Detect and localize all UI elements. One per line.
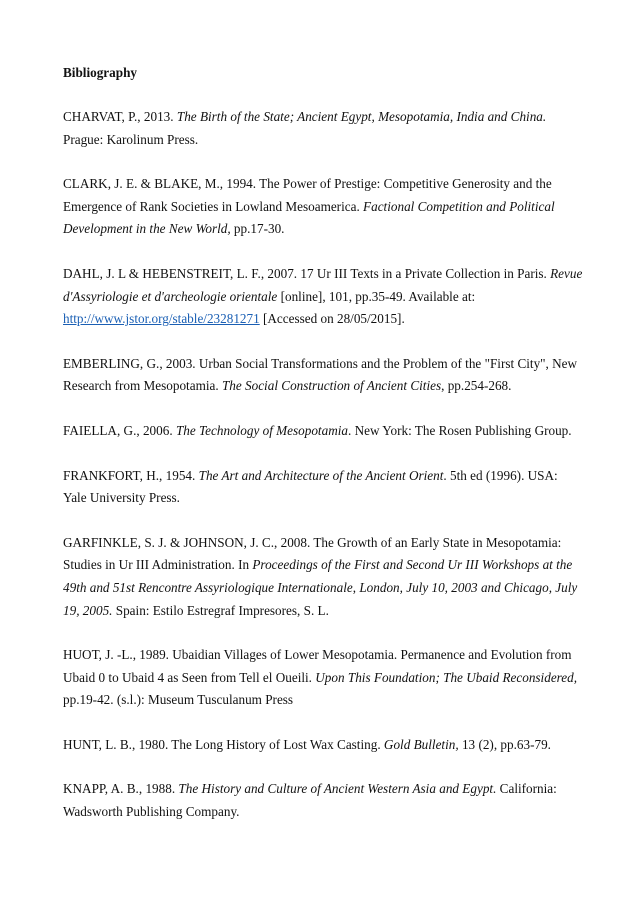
entry-title-italic: The Birth of the State; Ancient Egypt, Mesopotamia, India and China. — [176, 109, 547, 124]
entry-text: 13 (2), pp.63-79. — [458, 736, 551, 752]
entry-text: pp.19-42. (s.l.): Museum Tusculanum Press — [63, 692, 294, 708]
bibliography-entry — [63, 532, 583, 622]
entry-text: . New York: The Rosen Publishing Group. — [347, 422, 572, 438]
entry-title-italic: The History and Culture of Ancient Western Asia and Egypt. — [178, 781, 497, 797]
bibliography-entry — [63, 353, 583, 398]
bibliography-entry — [63, 465, 583, 510]
entry-text: , pp.254-268. — [441, 378, 512, 394]
entry-text: FRANKFORT, H., 1954. — [63, 467, 199, 483]
bibliography-entry — [63, 106, 583, 151]
entry-title-italic: London, July 10, 2003 and Chicago, July 19, 2005. — [63, 579, 578, 618]
page-heading: Bibliography — [63, 65, 138, 80]
bibliography-entry — [63, 173, 583, 241]
document-page — [63, 62, 583, 846]
bibliography-entry — [63, 644, 583, 712]
entry-text: HUNT, L. B., 1980. The Long History of Lost Wax Casting. — [63, 736, 384, 752]
entry-title-italic: The Social Construction of Ancient Cities — [221, 378, 442, 394]
bibliography-entry — [63, 778, 583, 823]
entry-title-italic: Revue d'Assyriologie et d'archeologie orientale — [63, 265, 583, 304]
entry-text: FAIELLA, G., 2006. — [63, 422, 176, 438]
entry-text: CLARK, J. E. & BLAKE, M., 1994. The Power of Prestige: Competitive Generosity and the Emergence of Rank Societies in Lowland Mesoamerica. — [63, 176, 552, 214]
entry-text: CHARVAT, P., 2013. — [63, 109, 177, 124]
entry-title-italic: The Art and Architecture of the Ancient Orient — [198, 467, 444, 483]
bibliography-entry — [63, 420, 583, 443]
entry-text: GARFINKLE, S. J. & JOHNSON, J. C., 2008. The Growth of an Early State in Mesopotamia: Studies in Ur III Administration. In — [63, 534, 562, 573]
entry-text: KNAPP, A. B., 1988. — [63, 781, 179, 797]
entry-text: Spain: Estilo Estregraf Impresores, S. L. — [112, 602, 329, 618]
entry-title-italic: The Technology of Mesopotamia — [175, 422, 348, 438]
entry-text: Prague: Karolinum Press. — [63, 131, 199, 147]
entry-title-italic: Proceedings of the First and Second Ur III Workshops at the 49th and 51st Rencontre Assyriologique Internationale — [63, 557, 573, 595]
entry-title-italic: Factional Competition and Political Development in the New World, — [63, 198, 555, 237]
entry-title-italic: Upon This Foundation; The Ubaid Reconsidered, — [315, 669, 578, 685]
bibliography-list — [63, 106, 583, 824]
entry-title-italic: Gold Bulletin, — [383, 736, 459, 752]
entry-text: HUOT, J. -L., 1989. Ubaidian Villages of Lower Mesopotamia. Permanence and Evolution from Ubaid 0 to Ubaid 4 as Seen from Tell el Oueili. — [63, 647, 572, 685]
entry-text: DAHL, J. L & HEBENSTREIT, L. F., 2007. 17 Ur III Texts in a Private Collection in Paris. — [63, 265, 551, 281]
entry-text: [online], 101, pp.35-49. Available at: — [277, 288, 476, 304]
entry-text: . 5th ed (1996). USA: Yale University Press. — [63, 467, 558, 506]
reference-link[interactable]: http://www.jstor.org/stable/23281271 — [63, 311, 260, 327]
entry-text: pp.17-30. — [230, 221, 285, 237]
bibliography-entry — [63, 734, 583, 757]
entry-text: EMBERLING, G., 2003. Urban Social Transformations and the Problem of the "First City", New Research from Mesopotamia. — [63, 355, 578, 394]
entry-text: [Accessed on 28/05/2015]. — [259, 311, 405, 327]
entry-text: , — [352, 579, 360, 595]
entry-text: California: Wadsworth Publishing Company. — [63, 781, 557, 820]
bibliography-entry — [63, 263, 583, 331]
